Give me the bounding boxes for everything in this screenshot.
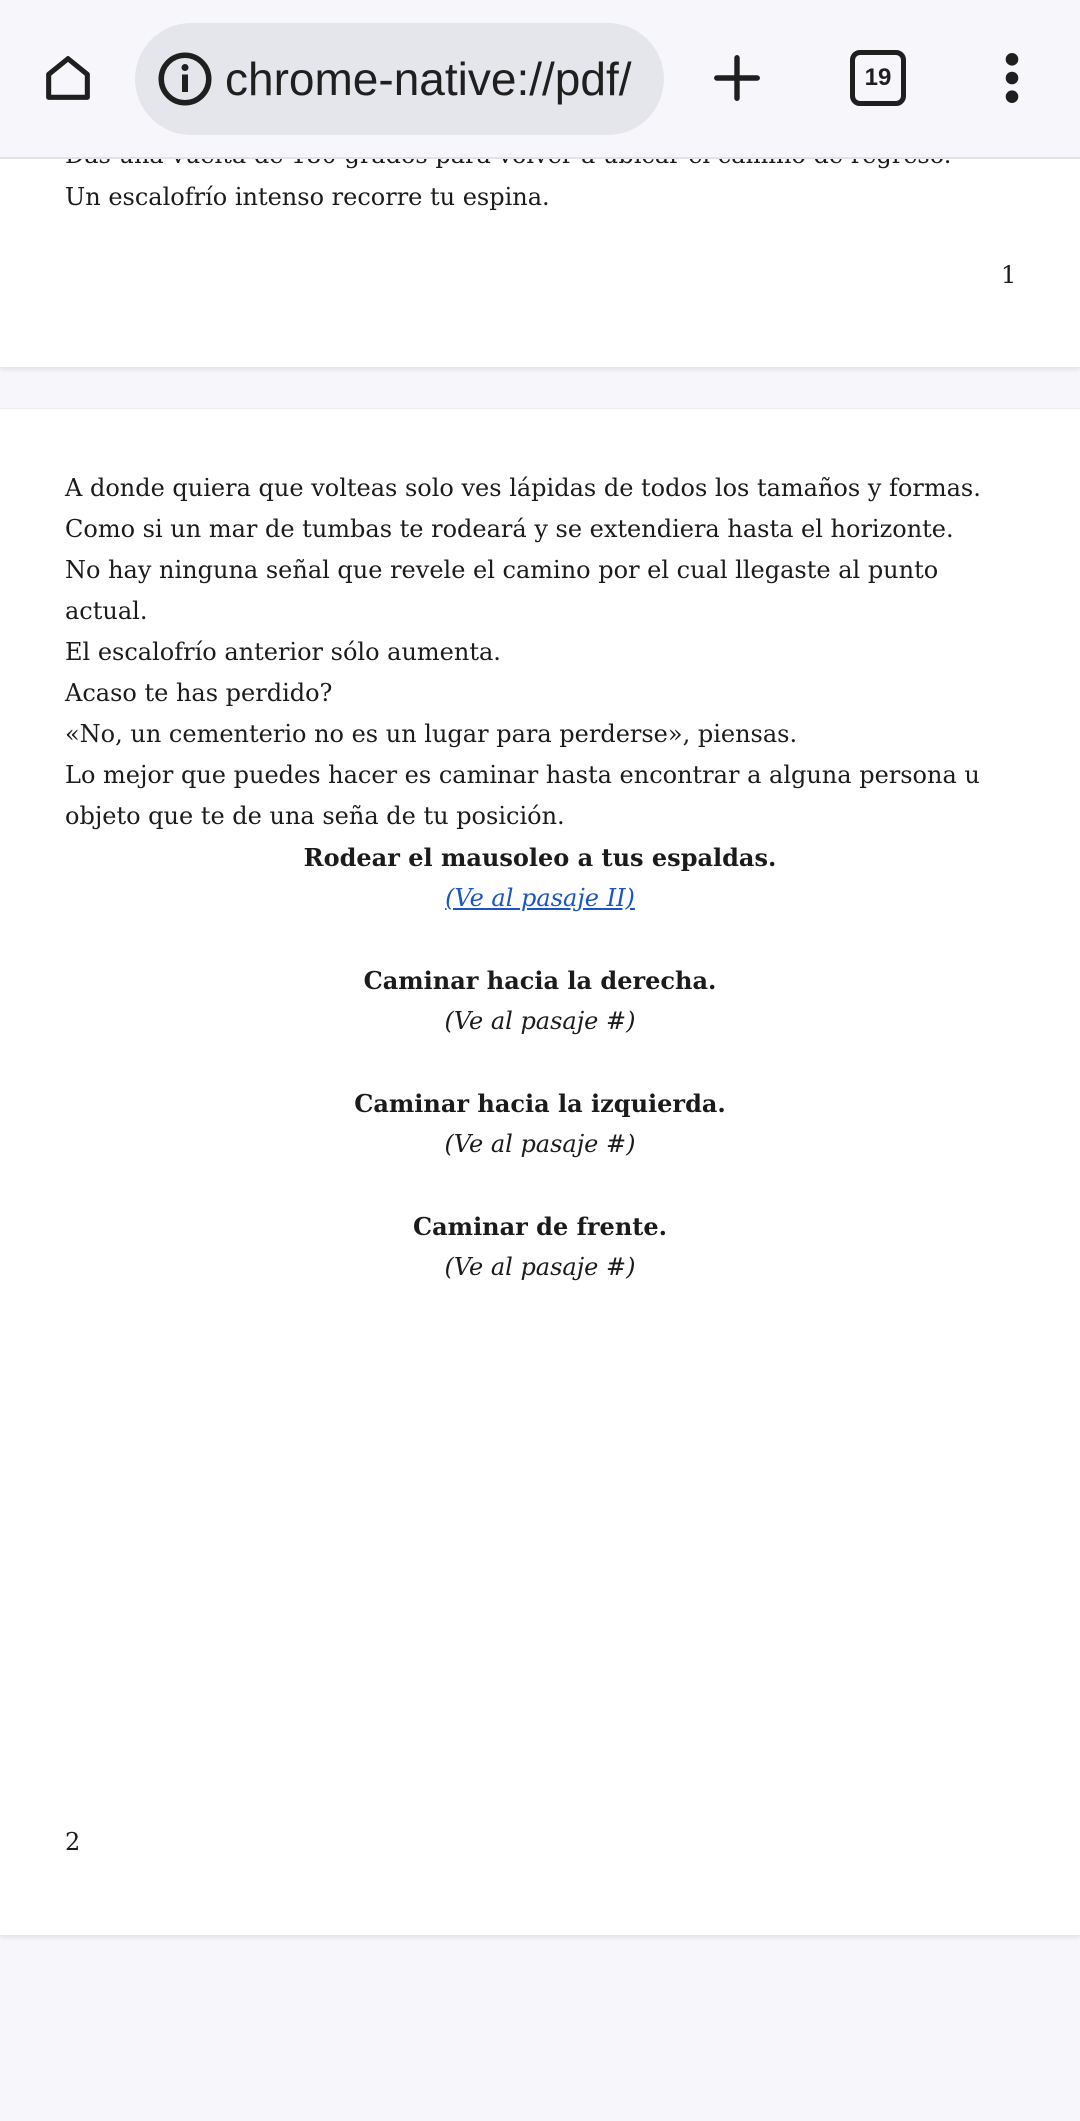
- choice-title: Caminar hacia la derecha.: [363, 966, 717, 995]
- choice-4: [0, 1206, 1080, 1288]
- paragraph: Lo mejor que puedes hacer es caminar hasta encontrar a alguna persona u objeto que te de una seña de tu posición.: [65, 761, 980, 830]
- paragraph: No hay ninguna señal que revele el camino por el cual llegaste al punto actual.: [65, 556, 939, 625]
- url-text[interactable]: chrome-native://pdf/: [225, 53, 632, 105]
- plus-icon: [710, 51, 764, 105]
- choice-reference: (Ve al pasaje #): [444, 1130, 636, 1158]
- choice-2: [0, 960, 1080, 1042]
- choice-title: Caminar de frente.: [413, 1212, 667, 1241]
- page-number-1: 1: [1001, 261, 1017, 289]
- page1-last-line: Un escalofrío intenso recorre tu espina.: [65, 183, 550, 211]
- home-icon: [39, 49, 97, 107]
- page-number-2: 2: [65, 1828, 81, 1856]
- choice-3: [0, 1083, 1080, 1165]
- home-button[interactable]: [28, 38, 108, 118]
- info-icon[interactable]: [155, 49, 215, 109]
- new-tab-button[interactable]: [697, 38, 777, 118]
- choice-reference: (Ve al pasaje #): [444, 1253, 636, 1281]
- paragraph: «No, un cementerio no es un lugar para perderse», piensas.: [65, 720, 798, 748]
- choice-title: Rodear el mausoleo a tus espaldas.: [303, 843, 777, 872]
- choice-1: [0, 837, 1080, 919]
- more-vert-icon: [1002, 50, 1022, 106]
- choice-reference: (Ve al pasaje #): [444, 1007, 636, 1035]
- tab-count: 19: [864, 64, 892, 91]
- tab-switcher-icon: [850, 50, 906, 106]
- passage-link[interactable]: (Ve al pasaje II): [445, 884, 635, 912]
- page2-body: [65, 468, 1015, 837]
- tab-switcher-button[interactable]: [838, 38, 918, 118]
- pdf-page-2: [0, 408, 1080, 1935]
- paragraph: Acaso te has perdido?: [65, 679, 333, 707]
- browser-toolbar: [0, 0, 1080, 159]
- choice-title: Caminar hacia la izquierda.: [354, 1089, 726, 1118]
- paragraph: A donde quiera que volteas solo ves lápidas de todos los tamaños y formas. Como si un mar de tumbas te rodeará y se extendiera hasta el horizonte.: [65, 474, 981, 543]
- menu-button[interactable]: [972, 38, 1052, 118]
- paragraph: El escalofrío anterior sólo aumenta.: [65, 638, 501, 666]
- address-bar[interactable]: [135, 23, 664, 135]
